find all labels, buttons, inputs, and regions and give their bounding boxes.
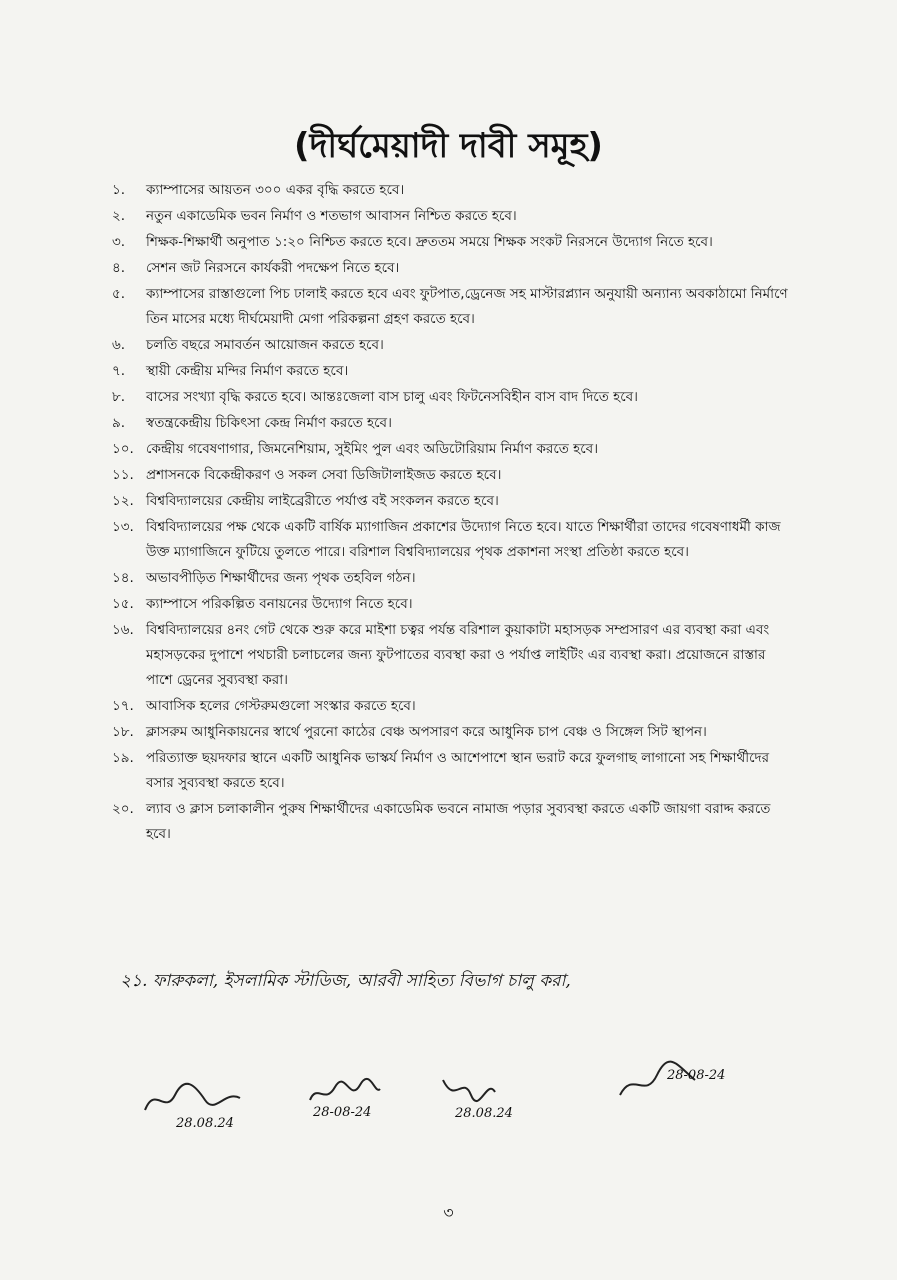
- demand-item-number: ২০.: [112, 801, 134, 817]
- demand-item-text: স্থায়ী কেন্দ্রীয় মন্দির নির্মাণ করতে হবে।: [146, 363, 349, 379]
- demand-item-number: ৫.: [112, 286, 126, 302]
- demand-item-text: বিশ্ববিদ্যালয়ের কেন্দ্রীয় লাইব্রেরীতে পর্যাপ্ত বই সংকলন করতে হবে।: [146, 493, 499, 509]
- demand-item: [112, 178, 792, 203]
- demand-item: [112, 411, 792, 436]
- demand-item: [112, 256, 792, 281]
- signature-date: 28.08.24: [455, 1106, 513, 1121]
- demand-item: [112, 797, 792, 847]
- demand-item-text: আবাসিক হলের গেস্টরুমগুলো সংস্কার করতে হবে।: [146, 698, 416, 714]
- demand-item-number: ১৪.: [112, 570, 134, 586]
- signature-3: [435, 1070, 513, 1121]
- demand-item-text: প্রশাসনকে বিকেন্দ্রীকরণ ও সকল সেবা ডিজিটালাইজড করতে হবে।: [146, 467, 502, 483]
- demand-item-text: ক্যাম্পাসের রাস্তাগুলো পিচ ঢালাই করতে হবে এবং ফুটপাত,ড্রেনেজ সহ মাস্টারপ্ল্যান অনুযায়ী অন্যান্য অবকাঠামো নির্মাণে তিন মাসের মধ্যে দীর্ঘমেয়াদী মেগা পরিকল্পনা গ্রহণ করতে হবে।: [146, 286, 788, 327]
- demand-item: [112, 694, 792, 719]
- demand-item: [112, 515, 792, 565]
- demand-item-number: ১৬.: [112, 622, 134, 638]
- demand-item: [112, 333, 792, 358]
- demand-item: [112, 359, 792, 384]
- demand-item-number: ৩.: [112, 234, 126, 250]
- demand-item: [112, 385, 792, 410]
- demand-item-text: ক্লাসরুম আধুনিকায়নের স্বার্থে পুরনো কাঠের বেঞ্চ অপসারণ করে আধুনিক চাপ বেঞ্চ ও সিঙ্গেল সিট স্থাপন।: [146, 724, 707, 740]
- demand-item: [112, 282, 792, 332]
- demand-item-number: ১৯.: [112, 750, 134, 766]
- signature-date: 28-08-24: [667, 1068, 726, 1083]
- demand-item-number: ৬.: [112, 337, 126, 353]
- demand-item-number: ১.: [112, 182, 126, 198]
- demand-item-number: ১৮.: [112, 724, 134, 740]
- signature-4: [615, 1060, 726, 1104]
- demand-item: [112, 230, 792, 255]
- page-number: ৩: [443, 1203, 454, 1222]
- demand-item-text: ক্যাম্পাসের আয়তন ৩০০ একর বৃদ্ধি করতে হবে।: [146, 182, 405, 198]
- demand-item-text: বিশ্ববিদ্যালয়ের পক্ষ থেকে একটি বার্ষিক ম্যাগাজিন প্রকাশের উদ্যোগ নিতে হবে। যাতে শিক্ষার্থীরা তাদের গবেষণাধর্মী কাজ উক্ত ম্যাগাজিনে ফুটিয়ে তুলতে পারে। বরিশাল বিশ্ববিদ্যালয়ের পৃথক প্রকাশনা সংস্থা প্রতিষ্ঠা করতে হবে।: [146, 519, 781, 560]
- signature-date: 28-08-24: [313, 1105, 372, 1120]
- demand-item-text: বিশ্ববিদ্যালয়ের ৪নং গেট থেকে শুরু করে মাইশা চত্বর পর্যন্ত বরিশাল কুয়াকাটা মহাসড়ক সম্প্রসারণ এর ব্যবস্থা করা এবং মহাসড়কের দুপাশে পথচারী চলাচলের জন্য ফুটপাতের ব্যবস্থা করা ও পর্যাপ্ত লাইটিং এর ব্যবস্থা করা। প্রয়োজনে রাস্তার পাশে ড্রেনের সুব্যবস্থা করা।: [146, 622, 770, 688]
- demand-item-number: ২.: [112, 208, 126, 224]
- demand-item-number: ৯.: [112, 415, 126, 431]
- demand-item: [112, 618, 792, 693]
- demand-item-number: ৮.: [112, 389, 126, 405]
- demand-item-number: ১৩.: [112, 519, 134, 535]
- demand-item-text: চলতি বছরে সমাবর্তন আয়োজন করতে হবে।: [146, 337, 384, 353]
- demand-item-number: ১৭.: [112, 698, 134, 714]
- demand-item-text: কেন্দ্রীয় গবেষণাগার, জিমনেশিয়াম, সুইমিং পুল এবং অডিটোরিয়াম নির্মাণ করতে হবে।: [146, 441, 599, 457]
- demand-item: [112, 592, 792, 617]
- demand-item-text: অভাবপীড়িত শিক্ষার্থীদের জন্য পৃথক তহবিল গঠন।: [146, 570, 416, 586]
- handwritten-item: ২১. ফারুকলা, ইসলামিক স্টাডিজ, আরবী সাহিত্য বিভাগ চালু করা,: [120, 971, 571, 991]
- demand-item-number: ১০.: [112, 441, 134, 457]
- signature-2: [305, 1075, 385, 1120]
- demand-item-number: ১৫.: [112, 596, 134, 612]
- demand-item: [112, 204, 792, 229]
- demand-item-number: ৭.: [112, 363, 126, 379]
- demand-item: [112, 720, 792, 745]
- demand-item-number: ১১.: [112, 467, 134, 483]
- demand-item-text: নতুন একাডেমিক ভবন নির্মাণ ও শতভাগ আবাসন নিশ্চিত করতে হবে।: [146, 208, 517, 224]
- demand-item-text: সেশন জট নিরসনে কার্যকরী পদক্ষেপ নিতে হবে।: [146, 260, 400, 276]
- demand-item-text: ল্যাব ও ক্লাস চলাকালীন পুরুষ শিক্ষার্থীদের একাডেমিক ভবনে নামাজ পড়ার সুব্যবস্থা করতে একটি জায়গা বরাদ্দ করতে হবে।: [146, 801, 771, 842]
- demand-item-text: পরিত্যাক্ত ছয়দফার স্থানে একটি আধুনিক ভাস্কর্য নির্মাণ ও আশেপাশে স্থান ভরাট করে ফুলগাছ লাগানো সহ শিক্ষার্থীদের বসার সুব্যবস্থা করতে হবে।: [146, 750, 770, 791]
- demand-item: [112, 746, 792, 796]
- signature-1: [140, 1080, 260, 1131]
- demand-item-number: ১২.: [112, 493, 134, 509]
- demand-item-text: বাসের সংখ্যা বৃদ্ধি করতে হবে। আন্তঃজেলা বাস চালু এবং ফিটনেসবিহীন বাস বাদ দিতে হবে।: [146, 389, 638, 405]
- demand-list: [112, 178, 792, 848]
- signature-date: 28.08.24: [176, 1116, 234, 1131]
- demand-item: [112, 437, 792, 462]
- document-title: (দীর্ঘমেয়াদী দাবী সমূহ): [294, 126, 603, 166]
- demand-item-text: শিক্ষক-শিক্ষার্থী অনুপাত ১:২০ নিশ্চিত করতে হবে। দ্রুততম সময়ে শিক্ষক সংকট নিরসনে উদ্যোগ নিতে হবে।: [146, 234, 713, 250]
- demand-item-text: ক্যাম্পাসে পরিকল্পিত বনায়নের উদ্যোগ নিতে হবে।: [146, 596, 413, 612]
- demand-item: [112, 463, 792, 488]
- demand-item: [112, 566, 792, 591]
- demand-item-number: ৪.: [112, 260, 126, 276]
- demand-item: [112, 489, 792, 514]
- demand-item-text: স্বতন্ত্রকেন্দ্রীয় চিকিৎসা কেন্দ্র নির্মাণ করতে হবে।: [146, 415, 392, 431]
